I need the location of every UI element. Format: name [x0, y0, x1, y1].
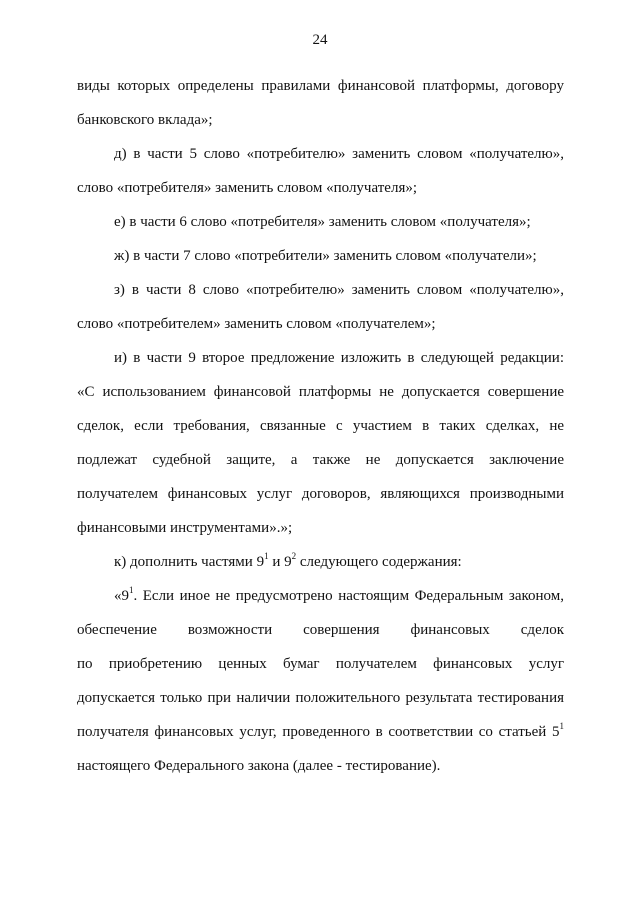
text-line: слово «потребителем» заменить словом «получателем»; — [77, 316, 436, 332]
text-line: слово «потребителя» заменить словом «получателя»; — [77, 180, 418, 196]
text-line: настоящего Федерального закона (далее - тестирование). — [77, 758, 441, 774]
page-number: 24 — [312, 32, 328, 48]
text-line: «С использованием финансовой платформы не допускается совершение — [77, 384, 564, 400]
text-line: получателем финансовых услуг договоров, являющихся производными — [77, 486, 564, 502]
text-segment: следующего содержания: — [296, 554, 462, 570]
text-line: ж) в части 7 слово «потребители» заменить словом «получатели»; — [114, 248, 537, 264]
superscript: 2 — [291, 551, 297, 561]
text-segment: . Если иное не предусмотрено настоящим Федеральным законом, — [133, 588, 564, 604]
text-line: д) в части 5 слово «потребителю» заменить словом «получателю», — [114, 146, 564, 162]
document-body — [77, 69, 564, 783]
text-segment: «9 — [114, 588, 129, 604]
superscript: 1 — [264, 551, 269, 561]
text-line: з) в части 8 слово «потребителю» заменить словом «получателю», — [114, 282, 564, 298]
text-line — [77, 579, 564, 613]
text-line: банковского вклада»; — [77, 112, 213, 128]
text-segment: и 9 — [268, 554, 292, 570]
text-line — [77, 715, 564, 749]
text-line: сделок, если требования, связанные с участием в таких сделках, не — [77, 418, 564, 434]
text-line: и) в части 9 второе предложение изложить в следующей редакции: — [114, 350, 564, 366]
superscript: 1 — [559, 721, 564, 731]
text-line — [77, 545, 564, 579]
text-line: виды которых определены правилами финансовой платформы, договору — [77, 78, 564, 94]
text-line: финансовыми инструментами».»; — [77, 520, 293, 536]
text-line: подлежат судебной защите, а также не допускается заключение — [77, 452, 564, 468]
text-segment: получателя финансовых услуг, проведенного в соответствии со статьей 5 — [77, 724, 560, 740]
text-line: обеспечение возможности совершения финансовых сделок — [77, 622, 564, 638]
text-segment: к) дополнить частями 9 — [114, 554, 265, 570]
superscript: 1 — [129, 585, 134, 595]
text-line: по приобретению ценных бумаг получателем финансовых услуг — [77, 656, 564, 672]
text-line: е) в части 6 слово «потребителя» заменить словом «получателя»; — [114, 214, 531, 230]
text-line: допускается только при наличии положительного результата тестирования — [77, 690, 564, 706]
